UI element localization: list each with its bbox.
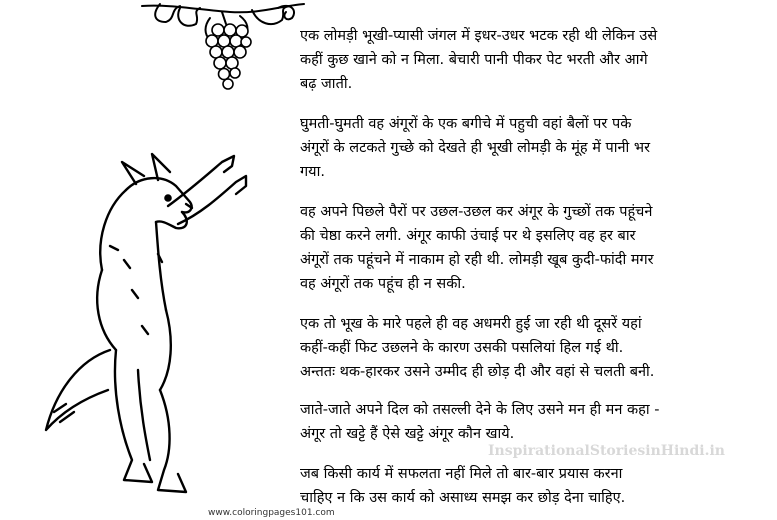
story-paragraph (300, 200, 770, 296)
story-line: कहीं कुछ खाने को न मिला. बेचारी पानी पीकर पेट भरती और आगे (300, 52, 648, 68)
story-line: की चेष्ठा करने लगी. अंगूर काफी उंचाई पर थे इसलिए वह हर बार (300, 228, 636, 244)
story-line: जब किसी कार्य में सफलता नहीं मिले तो बार-बार प्रयास करना (300, 466, 623, 482)
story-line: कहीं-कहीं फिट उछलने के कारण उसकी पसलियां हिल गई थी. (300, 340, 624, 356)
story-line: गया. (300, 164, 325, 180)
story-line: एक लोमड़ी भूखी-प्यासी जंगल में इधर-उधर भटक रही थी लेकिन उसे (300, 28, 658, 44)
story-line: चाहिए न कि उस कार्य को असाध्य समझ कर छोड़ देना चाहिए. (300, 490, 626, 506)
story-paragraph (300, 312, 770, 384)
story-line: अंगूर तो खट्टे हैं ऐसे खट्टे अंगूर कौन खाये. (300, 426, 515, 442)
image-credit: www.coloringpages101.com (208, 508, 335, 518)
story-line: जाते-जाते अपने दिल को तसल्ली देने के लिए उसने मन ही मन कहा - (300, 402, 660, 418)
story-line: घुमती-घुमती वह अंगूरों के एक बगीचे में पहुची वहां बैलों पर पके (300, 116, 632, 132)
story-line: बढ़ जाती. (300, 76, 353, 92)
story-line: वह अपने पिछले पैरों पर उछल-उछल कर अंगूर के गुच्छों तक पहूंचने (300, 204, 653, 220)
fox-jumping-icon (40, 150, 320, 515)
grape-bunch-icon (140, 0, 305, 95)
story-paragraph (300, 24, 770, 96)
story-paragraph (300, 112, 770, 184)
story-line: एक तो भूख के मारे पहले ही वह अधमरी हुई जा रही थी दूसरें यहां (300, 316, 642, 332)
moral-paragraph (300, 462, 770, 510)
site-watermark: InspirationalStoriesinHindi.in (488, 443, 725, 459)
story-line: वह अंगूरों तक पहूंच ही न सकी. (300, 276, 466, 292)
story-paragraph (300, 398, 770, 446)
story-line: अन्ततः थक-हारकर उसने उम्मीद ही छोड़ दी और वहां से चलती बनी. (300, 364, 655, 380)
story-line: अंगूरों तक पहूंचने में नाकाम हो रही थी. लोमड़ी खूब कुदी-फांदी मगर (300, 252, 654, 268)
story-line: अंगूरों के लटकते गुच्छे को देखते ही भूखी लोमड़ी के मूंह में पानी भर (300, 140, 651, 156)
